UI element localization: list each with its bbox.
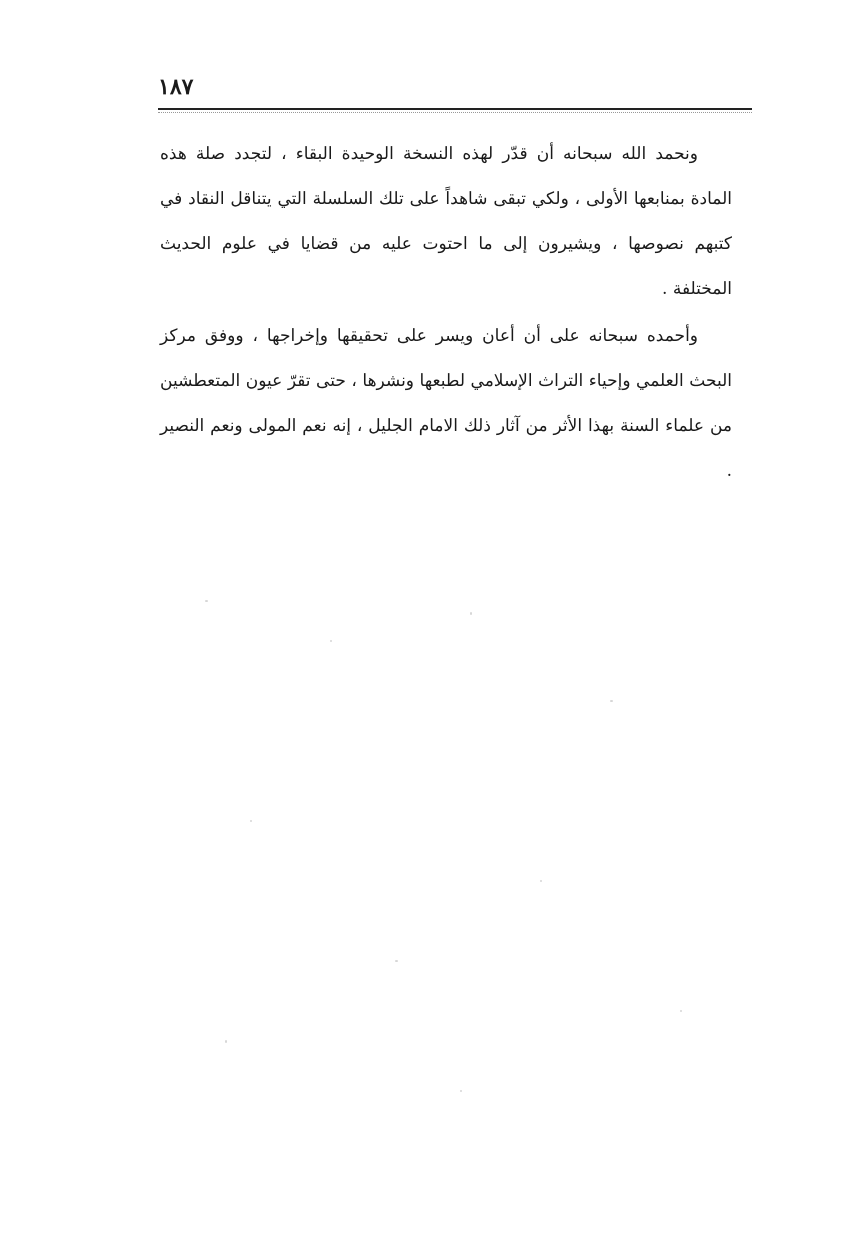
paragraph-praise: وأحمده سبحانه على أن أعان ويسر على تحقيقها وإخراجها ، ووفق مركز البحث العلمي وإحياء التراث الإسلامي لطبعها ونشرها ، حتى تقرّ عيون المتعطشين من علماء السنة بهذا الأثر من آثار ذلك الامام الجليل ، إنه نعم المولى ونعم النصير .	[160, 326, 732, 481]
scan-speckle	[610, 700, 613, 702]
scan-speckle	[205, 600, 208, 602]
scan-speckle	[225, 1040, 227, 1043]
header-rule-shadow	[158, 112, 752, 113]
body-text	[160, 132, 732, 494]
header-rule	[158, 108, 752, 110]
scan-speckle	[460, 1090, 462, 1092]
scan-speckle	[540, 880, 542, 882]
scan-speckle	[395, 960, 398, 962]
page-number: ١٨٧	[158, 74, 194, 100]
scan-speckle	[250, 820, 252, 822]
scan-speckle	[330, 640, 332, 642]
scan-speckle	[680, 1010, 682, 1012]
paragraph-thanks: ونحمد الله سبحانه أن قدّر لهذه النسخة الوحيدة البقاء ، لتجدد صلة هذه المادة بمنابعها الأولى ، ولكي تبقى شاهداً على تلك السلسلة التي يتناقل النقاد في كتبهم نصوصها ، ويشيرون إلى ما احتوت عليه من قضايا في علوم الحديث المختلفة .	[160, 144, 732, 299]
scan-speckle	[470, 612, 472, 615]
